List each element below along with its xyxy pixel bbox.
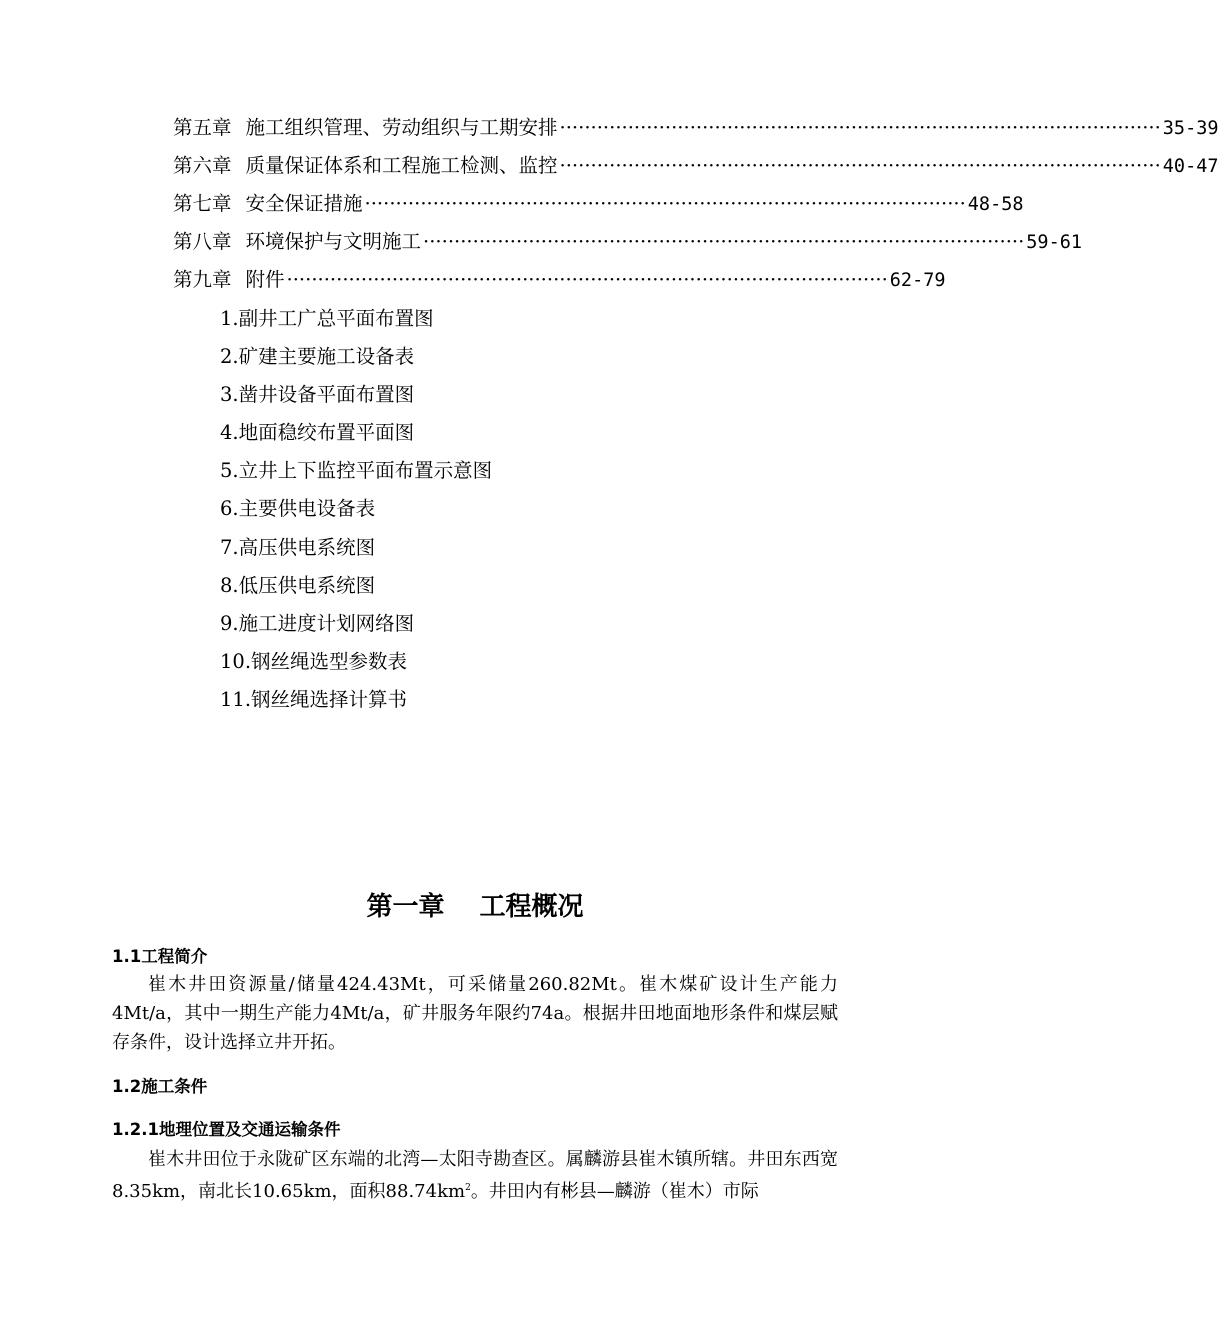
section-1-1-paragraph: 崔木井田资源量/储量424.43Mt，可采储量260.82Mt。崔木煤矿设计生产能力4Mt/a，其中一期生产能力4Mt/a，矿井服务年限约74a。根据井田地面地形条件和煤层赋存条件，设计选择立井开拓。 — [112, 974, 838, 1053]
annex-item[interactable]: 5.立井上下监控平面布置示意图 — [220, 459, 493, 483]
table-of-contents — [173, 112, 1219, 302]
annex-item[interactable]: 10.钢丝绳选型参数表 — [220, 649, 408, 673]
chapter-heading: 第一章 工程概况 — [366, 892, 584, 922]
toc-entry[interactable] — [173, 112, 1219, 150]
toc-chapter-number: 第六章 — [173, 154, 232, 177]
toc-leader-dots: ································································································· — [423, 230, 1025, 253]
annex-item[interactable]: 1.副井工广总平面布置图 — [220, 307, 434, 330]
toc-page-range: 48-58 — [967, 194, 1024, 215]
toc-entry[interactable] — [173, 264, 946, 302]
annex-item[interactable]: 8.低压供电系统图 — [220, 573, 376, 597]
annex-item[interactable]: 3.凿井设备平面布置图 — [220, 383, 415, 407]
section-1-2-1-paragraph — [112, 1145, 838, 1206]
annex-item[interactable]: 11.钢丝绳选择计算书 — [220, 687, 408, 711]
toc-chapter-title: 环境保护与文明施工 — [245, 230, 422, 253]
toc-leader-dots: ································································································· — [364, 192, 966, 215]
toc-leader-dots: ································································································· — [559, 116, 1161, 139]
toc-chapter-title: 质量保证体系和工程施工检测、监控 — [245, 154, 558, 177]
toc-chapter-number: 第九章 — [173, 268, 232, 291]
toc-leader-dots: ································································································· — [559, 154, 1161, 177]
annex-item[interactable]: 9.施工进度计划网络图 — [220, 611, 415, 635]
section-heading-1-1: 1.1工程简介 — [112, 947, 208, 966]
toc-chapter-title: 附件 — [245, 268, 285, 291]
toc-page-range: 59-61 — [1026, 232, 1082, 253]
toc-chapter-title: 施工组织管理、劳动组织与工期安排 — [245, 116, 558, 139]
toc-page-range: 62-79 — [889, 270, 946, 291]
toc-leader-dots: ································································································· — [286, 268, 888, 291]
section-heading-1-2: 1.2施工条件 — [112, 1077, 208, 1096]
superscript: 2 — [465, 1183, 471, 1193]
annex-item[interactable]: 4.地面稳绞布置平面图 — [220, 421, 415, 445]
toc-chapter-number: 第七章 — [173, 192, 232, 215]
annex-list — [220, 300, 492, 719]
toc-page-range: 35-39 — [1162, 118, 1219, 139]
annex-item[interactable]: 7.高压供电系统图 — [220, 535, 376, 559]
toc-entry[interactable] — [173, 226, 1082, 264]
paragraph-text: 崔木井田位于永陇矿区东端的北湾—太阳寺勘查区。属麟游县崔木镇所辖。井田东西宽8.35km，南北长10.65km，面积88.74km — [112, 1149, 838, 1202]
toc-chapter-number: 第八章 — [173, 230, 232, 253]
toc-chapter-number: 第五章 — [173, 116, 232, 139]
annex-item[interactable]: 2.矿建主要施工设备表 — [220, 345, 415, 369]
annex-item[interactable]: 6.主要供电设备表 — [220, 497, 376, 521]
toc-entry[interactable] — [173, 188, 1024, 226]
toc-page-range: 40-47 — [1162, 156, 1219, 177]
toc-chapter-title: 安全保证措施 — [245, 192, 363, 215]
toc-entry[interactable] — [173, 150, 1219, 188]
paragraph-text: 。井田内有彬县—麟游（崔木）市际 — [470, 1181, 759, 1202]
section-heading-1-2-1: 1.2.1地理位置及交通运输条件 — [112, 1120, 341, 1139]
